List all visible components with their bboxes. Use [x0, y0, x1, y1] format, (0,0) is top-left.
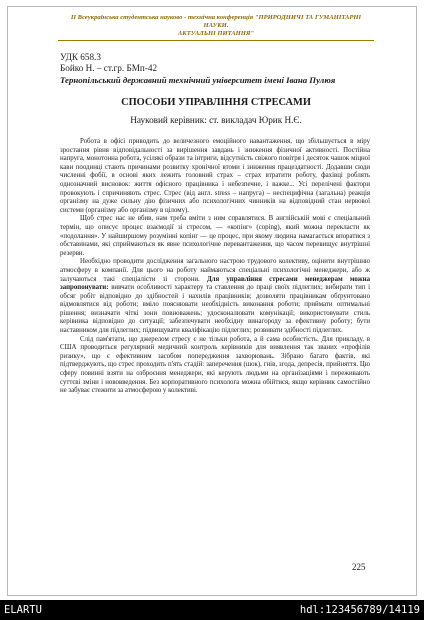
udk-code: УДК 658.3 [60, 52, 101, 62]
repository-footer-bar [0, 600, 424, 620]
paragraph-3-text: Необхідно проводити дослідження загального настрою трудового колективу, оцінити внутрішню атмосферу в компанії. Для цього на роботу наймаються спеціальні психологічні менеджери, або ж залучаються такі спеціалісти зі сторони. [60, 258, 370, 283]
paragraph-3-bold: Для управління стресами менеджерам можна запропонувати: [60, 275, 370, 292]
paragraph-3 [60, 258, 370, 335]
header-line-1: II Всеукраїнська студентська науково - технічна конференція "ПРИРОДНИЧІ ТА ГУМАНІТАРНІ НАУКИ. [70, 14, 362, 29]
page-number: 225 [352, 562, 366, 572]
article-body [60, 138, 370, 396]
paragraph-4: Слід пам'ятати, що джерелом стресу є не тільки робота, а й сама особистість. Для прикладу, в США проводиться регулярний медичний контроль керівників для виявлення так званих «профілів ризику», що є ефективним засобом попередження захворювань. Зібрано багато фактів, які підтверджують, що стрес проходить п'ять стадій: заперечення (шок), гнів, згода, депресія, прийняття. Цю сферу повинні взяти на озброєння менеджери, які керують людьми на організаціями і переживають суттєві зміни і нововведення. Без корпоративного психолога можна обійтися, якщо керівник самостійно не забуває стежити за атмосферою у колективі. [60, 335, 370, 395]
article-title: СПОСОБИ УПРАВЛІННЯ СТРЕСАМИ [121, 97, 311, 108]
header-line-2: АКТУАЛЬНІ ПИТАННЯ" [177, 30, 255, 37]
conference-header [58, 14, 374, 41]
handle-identifier: hdl:123456789/14119 [299, 604, 420, 616]
paragraph-3-rest: вивчати особливості характеру та ставлення до праці своїх підлеглих; вибирати тип і обсяг робіт відповідно до здібностей і нахилів працівників; дозволяти працівникам обґрунтовано відмовлятися від роботи; вміло пояснювати необхідність виконання роботи; приймати оптимальні рішення; визначати чіткі зони повноважень; удосконалювати комунікації; використовувати стиль керівника відповідно до ситуації; забезпечувати необхідну винагороду за ефективну роботу; бути наставником для підлеглих; підвищувати кваліфікацію підлеглих; розвивати здібності підлеглих. [60, 284, 370, 335]
author-line: Бойко Н. – ст.гр. БМп-42 [60, 63, 158, 73]
institution-line: Тернопільський державний технічний університет імені Івана Пулюя [60, 75, 336, 85]
repository-name: ELARTU [4, 604, 42, 616]
paragraph-2: Щоб стрес нас не вбив, нам треба вміти з ним справлятися. В англійській мові є спеціальний термін, що описує процес взаємодії зі стресом, — «копінг» (coping), який можна перекласти як «подолання». У найширшому розумінні копінг — це процес, при якому людина намагається впоратися з обставинами, які сприймаються як явне психологічне перевантаження, що часом перевищує внутрішні резерви. [60, 215, 370, 257]
supervisor-line: Науковий керівник: ст. викладач Юрик Н.Є. [130, 115, 302, 125]
paragraph-1: Робота в офісі приводить до величезного емоційного навантаження, що збільшується в міру зростання рівня відповідальності за вирішення завдань і зниження фізичної активності. Постійна напруга, монотонна робота, усілякі образи та інтриги, відсутність свіжого повітря і десяток чашок міцної кави поодинці стають причинами розвитку хронічної втоми і зниження працездатності. Додавши сюди численні фобії, в основі яких лежить головний страх – страх втратити роботу, фахівці роблять однозначний висновок: життя офісного працівника і небезпечне, і важке... Усі перелічені фактори провокують і спричиняють стрес. Стрес (від англ. stress – напруга) – неспецифічна (загальна) реакція організму на дуже сильну дію фізичних або психологічних чинників на відповідний стан нервової системи (організму або організму в цілому). [60, 138, 370, 214]
